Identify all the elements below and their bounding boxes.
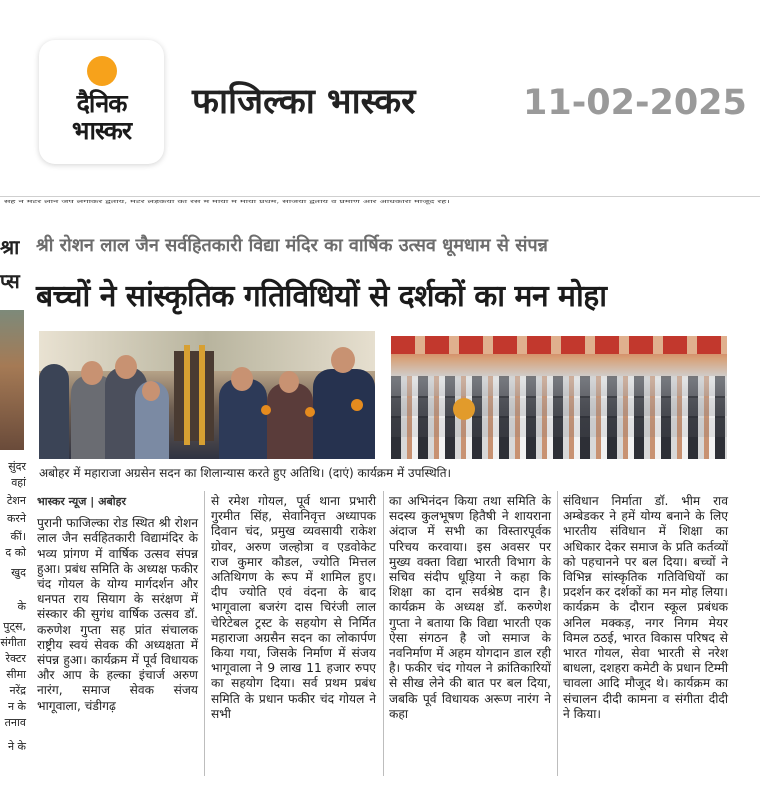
article-column-2 (211, 494, 376, 722)
neighbor-heading-1: श्रा (0, 235, 20, 259)
neighbor-text-line: करने (6, 512, 26, 525)
cut-text-strip (0, 196, 760, 217)
article-column-3 (389, 494, 551, 722)
neighbor-text-line: द को (5, 546, 26, 559)
article-column-4-text: संविधान निर्माता डॉ. भीम राव अम्बेडकर ने हमें योग्य बनाने के लिए भारतीय संविधान में शिक्षा का अधिकार देकर समाज के प्रति कर्तव्यों को पहचानने पर बल दिया। बच्चों ने विभिन्न सांस्कृतिक गतिविधियों का प्रदर्शन कर दर्शकों का मन मोह लिया। कार्यक्रम के दौरान स्कूल प्रबंधक अनिल मक्कड़, नगर निगम मेयर विमल ठठई, भारत विकास परिषद से भारत गोयल, सेवा भारती से नरेश बाधला, दशहरा कमेटी के प्रधान टिम्मी चावला आदि मौजूद थे। कार्यक्रम का संचालन दीदी कामना व संगीता दीदी ने किया। (563, 494, 728, 721)
neighbor-photo-fragment (0, 310, 24, 450)
column-divider (383, 491, 384, 776)
neighbor-text-line: कीं। (10, 530, 26, 543)
neighbor-text-line: ने के (7, 740, 26, 753)
article-headline: बच्चों ने सांस्कृतिक गतिविधियों से दर्शकों का मन मोहा (36, 279, 607, 314)
dainik-bhaskar-logo (39, 40, 164, 164)
logo-text-line2: भास्कर (71, 116, 132, 145)
neighbor-text-line: नरेंद्र (9, 684, 26, 697)
article-column-3-text: का अभिनंदन किया तथा समिति के सदस्य कुलभूषण हितैषी ने शायराना अंदाज में सभी का विस्तारपूर्वक परिचय करवाया। इस अवसर पर मुख्य वक्ता विद्या भारती विभाग के सचिव संदीप धूड़िया ने कहा कि शिक्षा का दान सर्वश्रेष्ठ दान है। कार्यक्रम के अध्यक्ष डॉ. करुणेश गुप्ता ने बताया कि विद्या भारती एक ऐसा संगठन है जो समाज के नवनिर्माण में अहम योगदान डाल रही है। फकीर चंद गोयल ने क्रांतिकारियों से सीख लेने की बात पर बल दिया, जबकि पूर्व विधायक अरूण नारंग ने कहा (389, 494, 551, 721)
neighbor-text-line: के (17, 600, 26, 613)
neighbor-text-line: रेक्टर (5, 652, 26, 665)
neighbor-text-line: सीमा (6, 668, 26, 681)
neighbor-heading-2: प्स (0, 269, 20, 293)
photo-event-audience (391, 336, 727, 459)
article-column-4 (563, 494, 728, 722)
neighbor-text-line: न के (7, 700, 26, 713)
article-kicker: श्री रोशन लाल जैन सर्वहितकारी विद्या मंदिर का वार्षिक उत्सव धूमधाम से संपन्न (36, 235, 548, 256)
sun-icon (87, 56, 117, 86)
article-column-1-text: पुरानी फाजिल्का रोड स्थित श्री रोशन लाल जैन सर्वहितकारी विद्यामंदिर के भव्य प्रांगण में वार्षिक उत्सव संपन्न हुआ। प्रबंध समिति के अध्यक्ष फकीर चंद गोयल के योग्य मार्गदर्शन और धनपत राय सियाग के सरंक्षण में संस्कार की सुगंध वार्षिक उत्सव डॉ. करुणेश गुप्ता सह प्रांत संचालक राष्ट्रीय स्वयं सेवक की अध्यक्षता में संपन्न हुआ। कार्यक्रम में पूर्व विधायक और आप के हल्का इंचार्ज अरुण नारंग, समाज सेवक संजय भागूवाला, चंडीगढ़ (37, 516, 198, 713)
photo-caption: अबोहर में महाराजा अग्रसेन सदन का शिलान्यास करते हुए अतिथि। (दाएं) कार्यक्रम में उपस्थिति। (39, 466, 452, 480)
article-byline: भास्कर न्यूज | अबोहर (37, 495, 126, 508)
neighbor-text-line: सुंदर (8, 460, 26, 473)
edition-title: फाजिल्का भास्कर (192, 82, 416, 122)
column-divider (204, 491, 205, 776)
neighbor-text-line: पुट्स, (3, 620, 26, 633)
neighbor-text-line: तनाव (4, 716, 26, 729)
article-column-1 (37, 494, 198, 714)
cut-strip-text: सह न मटर लान जप लगाकर द्वताय, मटर लड़कया का रस म माया म माया प्रथम, साजया द्वताय व प्रमाण आर आधकारा माजूद रह। (4, 199, 450, 205)
edition-date: 11-02-2025 (523, 83, 747, 123)
column-divider (557, 491, 558, 776)
article-column-2-text: से रमेश गोयल, पूर्व थाना प्रभारी गुरमीत सिंह, सेवानिवृत्त अध्यापक दिवान चंद, प्रमुख व्यवसायी राकेश ग्रोवर, अरुण जल्होत्रा व एडवोकेट राज कुमार कौडल, ज्योति मित्तल अतिथिगण के रूप में शामिल हुए। दीप ज्योति एवं वंदना के बाद भागूवाला बजरंग दास चिरंजी लाल चेरिटेबल ट्रस्ट के सहयोग से निर्मित महाराजा अग्रसैन सदन का लोकार्पण किया गया, जिसके निर्माण में संजय भागूवाला ने 9 लाख 11 हजार रुपए का सहयोग दिया। सर्व प्रथम प्रबंध समिति के प्रधान फकीर चंद गोयल ने सभी (211, 494, 376, 721)
photo-foundation-ceremony (39, 331, 375, 459)
neighbor-text-line: वहां (11, 476, 26, 489)
neighbor-text-line: टेशन (6, 494, 26, 507)
neighbor-text-line: खुद (11, 566, 26, 579)
neighbor-text-line: संगीता (0, 636, 26, 649)
logo-text-line1: दैनिक (76, 89, 127, 118)
